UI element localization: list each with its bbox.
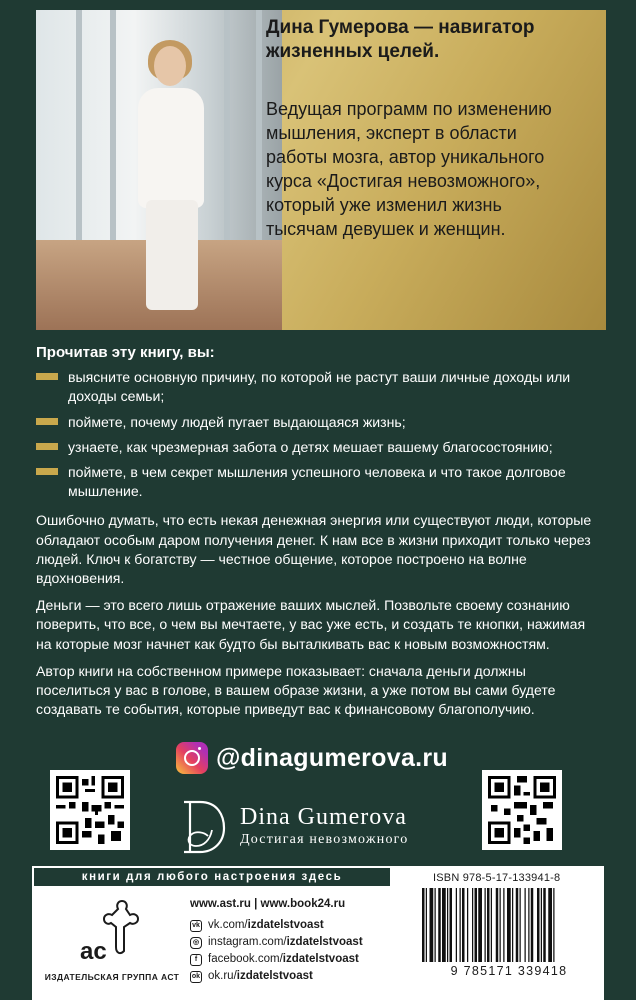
author-description: Ведущая программ по изменению мышления, эксперт в области работы мозга, автор уникального курса «Достигая невозможного», который уже изменил жизнь тысячам девушек и женщин.: [266, 99, 552, 239]
bullet-marker-icon: [36, 468, 58, 475]
social-link-vk[interactable]: vk vk.com/ izdatelstvoast: [190, 917, 363, 934]
paragraph: Ошибочно думать, что есть некая денежная энергия или существуют люди, которые обладают особым даром получения денег. К нам все в жизни приходит только через людей. Ключ к богатству — честное общение, которое построено на волне вдохновения.: [36, 512, 592, 587]
social-link-instagram[interactable]: ◎ instagram.com/ izdatelstvoast: [190, 934, 363, 951]
barcode-digits: 9 785171 339418: [450, 964, 568, 978]
ok-icon: ok: [190, 971, 202, 983]
facebook-icon: f: [190, 954, 202, 966]
brand-name: Dina Gumerova: [240, 804, 407, 830]
list-item: выясните основную причину, по которой не растут ваши личные доходы или доходы семьи;: [36, 368, 602, 406]
paragraph: Деньги — это всего лишь отражение ваших мыслей. Позвольте своему сознанию поверить, что все, о чем вы мечтаете, у вас уже есть, и создать те кнопки, нажимая на которые мозг начнет как будто бы выталкивать вас к новым возможностям.: [36, 597, 586, 652]
social-link-facebook[interactable]: f facebook.com/ izdatelstvoast: [190, 951, 363, 968]
paragraph: Автор книги на собственном примере показывает: сначала деньги должны поселиться у вас в голове, в вашем образе жизни, а уже потом вы сами будете создавать те события, которые приведут вас к финансовому благополучию.: [36, 662, 556, 718]
svg-text:ac: ac: [80, 938, 107, 965]
isbn-label: ISBN 978-5-17-133941-8: [433, 872, 561, 884]
list-item: поймете, в чем секрет мышления успешного человека и что такое долговое мышление.: [36, 463, 602, 501]
ast-logo-icon: [78, 897, 146, 967]
publisher-caption: ИЗДАТЕЛЬСКАЯ ГРУППА АСТ: [44, 972, 180, 982]
social-link-ok[interactable]: ok ok.ru/ izdatelstvoast: [191, 970, 313, 982]
blurb: [36, 343, 602, 727]
benefits-list: [36, 368, 602, 501]
instagram-icon: ◎: [190, 937, 202, 949]
publisher-tagline: книги для любого настроения здесь: [34, 868, 390, 886]
list-item: узнаете, как чрезмерная забота о детях мешает вашему благосостоянию;: [36, 438, 602, 457]
bullet-marker-icon: [36, 443, 58, 450]
blurb-lead: Прочитав эту книгу, вы:: [36, 344, 215, 361]
social-handle[interactable]: [176, 740, 448, 776]
publisher-links: [190, 896, 363, 985]
instagram-handle[interactable]: @dinagumerova.ru: [216, 743, 448, 772]
website-links[interactable]: www.ast.ru | www.book24.ru: [190, 898, 346, 910]
bullet-marker-icon: [36, 418, 58, 425]
qr-code-left[interactable]: [50, 770, 130, 850]
bullet-marker-icon: [36, 373, 58, 380]
author-photo: [36, 10, 282, 330]
brand-subtitle: Достигая невозможного: [240, 832, 409, 847]
vk-icon: vk: [190, 920, 202, 932]
dg-monogram-icon: [174, 796, 228, 856]
list-item: поймете, почему людей пугает выдающаяся жизнь;: [36, 413, 602, 432]
author-name: Дина Гумерова — навигатор жизненных целей.: [266, 17, 535, 62]
barcode: [420, 888, 598, 962]
instagram-icon: [176, 742, 208, 774]
brand-logo: [174, 796, 504, 860]
